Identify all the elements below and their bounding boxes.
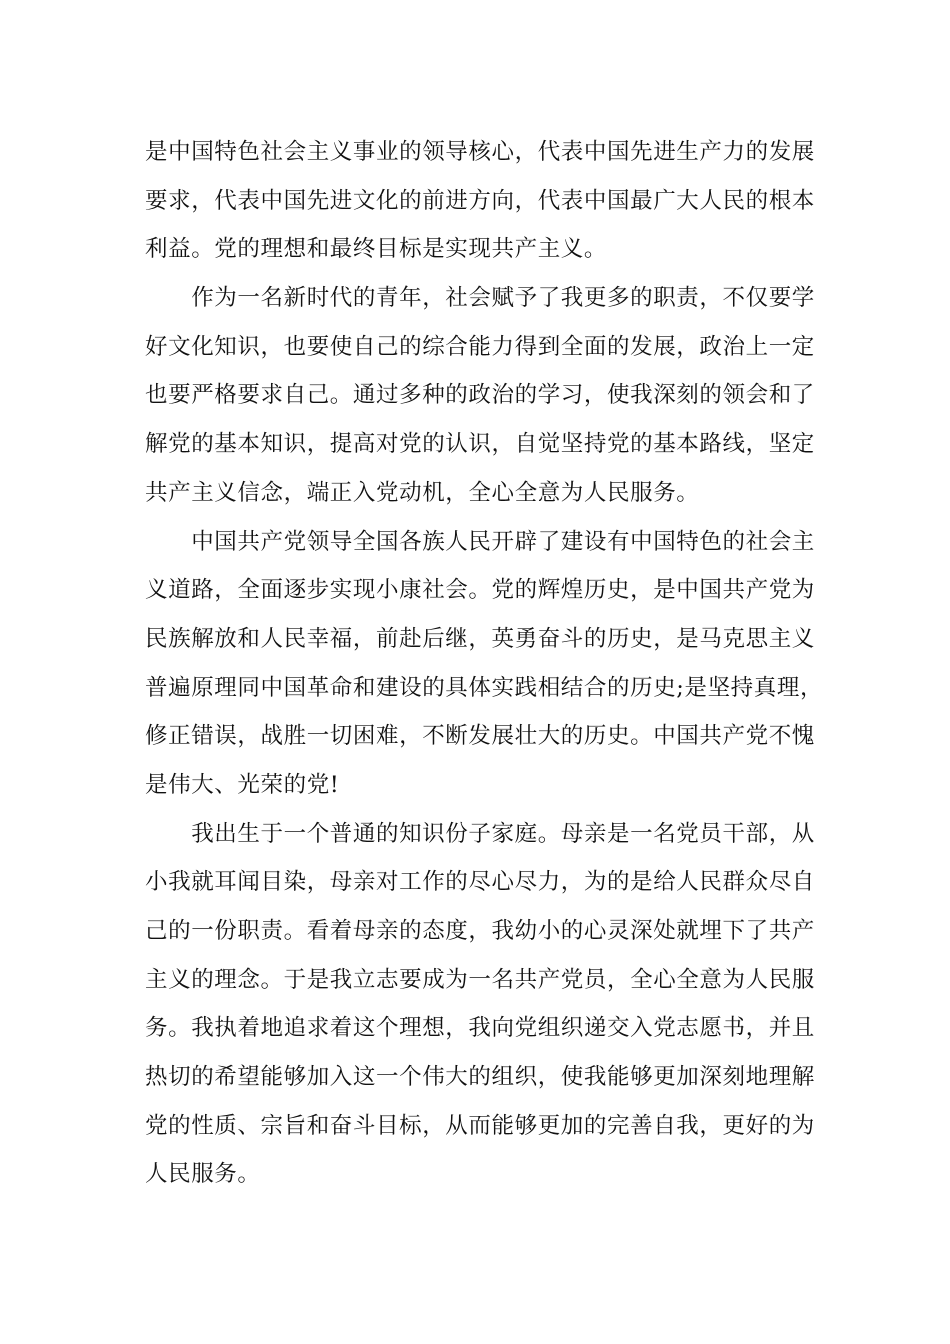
- text-line: 普遍原理同中国革命和建设的具体实践相结合的历史;是坚持真理，: [145, 674, 824, 701]
- text-line: 解党的基本知识，提高对党的认识，自觉坚持党的基本路线，坚定: [145, 431, 815, 458]
- paragraph-3: [145, 518, 824, 810]
- text-line: 党的性质、宗旨和奋斗目标，从而能够更加的完善自我，更好的为: [145, 1112, 815, 1139]
- paragraph-2: [145, 274, 815, 517]
- text-line: 修正错误，战胜一切困难，不断发展壮大的历史。中国共产党不愧: [145, 723, 815, 750]
- body-text: [145, 128, 824, 1199]
- text-line: 作为一名新时代的青年，社会赋予了我更多的职责，不仅要学: [145, 285, 815, 312]
- text-line: 务。我执着地追求着这个理想，我向党组织递交入党志愿书，并且: [145, 1015, 815, 1042]
- text-line: 小我就耳闻目染，母亲对工作的尽心尽力，为的是给人民群众尽自: [145, 869, 815, 896]
- text-line: 中国共产党领导全国各族人民开辟了建设有中国特色的社会主: [145, 528, 815, 555]
- text-line: 我出生于一个普通的知识份子家庭。母亲是一名党员干部，从: [145, 820, 815, 847]
- text-line: 要求，代表中国先进文化的前进方向，代表中国最广大人民的根本: [145, 187, 815, 214]
- text-line: 己的一份职责。看着母亲的态度，我幼小的心灵深处就埋下了共产: [145, 918, 815, 944]
- text-line: 是中国特色社会主义事业的领导核心，代表中国先进生产力的发展: [145, 139, 815, 165]
- text-line: 主义的理念。于是我立志要成为一名共产党员，全心全意为人民服: [145, 966, 815, 993]
- text-line: 人民服务。: [145, 1161, 261, 1188]
- text-line: 好文化知识，也要使自己的综合能力得到全面的发展，政治上一定: [145, 333, 815, 360]
- text-line: 是伟大、光荣的党!: [145, 771, 340, 798]
- text-line: 利益。党的理想和最终目标是实现共产主义。: [145, 236, 608, 263]
- paragraph-4: [145, 810, 815, 1200]
- text-line: 民族解放和人民幸福，前赴后继，英勇奋斗的历史，是马克思主义: [145, 625, 815, 652]
- text-line: 共产主义信念，端正入党动机，全心全意为人民服务。: [145, 479, 700, 506]
- text-line: 热切的希望能够加入这一个伟大的组织，使我能够更加深刻地理解: [145, 1064, 815, 1091]
- text-line: 也要严格要求自己。通过多种的政治的学习，使我深刻的领会和了: [145, 382, 815, 409]
- text-line: 义道路，全面逐步实现小康社会。党的辉煌历史，是中国共产党为: [145, 577, 815, 604]
- paragraph-1: [145, 128, 815, 274]
